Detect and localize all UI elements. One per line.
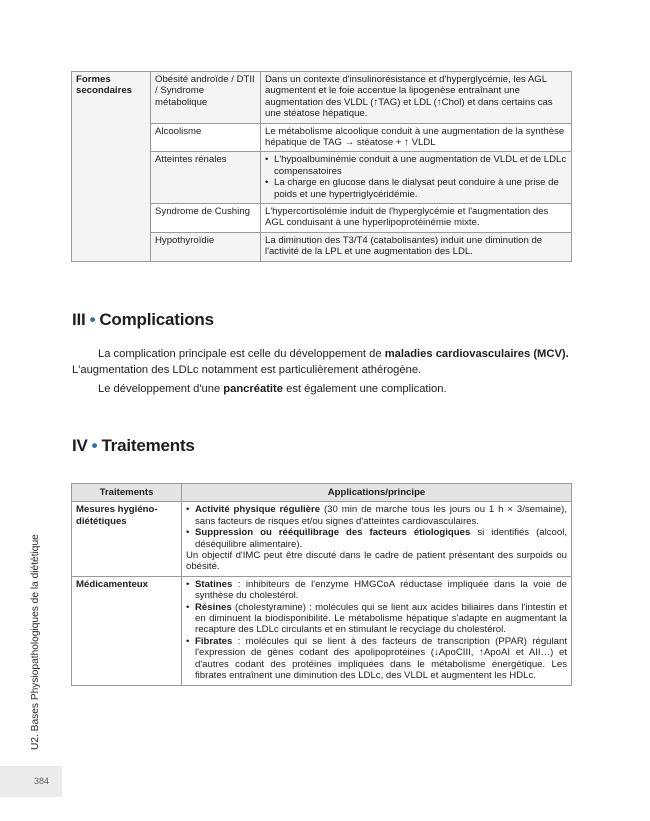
section-number: III xyxy=(72,310,86,329)
column-header: Traitements xyxy=(72,484,182,502)
bold-text: Statines xyxy=(195,578,233,590)
secondary-forms-table xyxy=(71,71,572,262)
description-cell xyxy=(261,152,572,204)
bold-text: Fibrates xyxy=(195,635,233,647)
list-item: • La charge en glucose dans le dialysat peut conduire à une prise de poids et une hypertriglycéridémie. xyxy=(265,177,567,200)
text-span: (30 min de marche tous les jours ou 1 h × 3/semaine), sans facteurs de risques et/ou signes d'atteintes cardiovasculaires. xyxy=(195,504,568,527)
text-span: Le développement d'une xyxy=(98,383,224,395)
cause-cell: Syndrome de Cushing xyxy=(151,204,261,233)
section-number: IV xyxy=(72,436,88,455)
cause-cell: Alcoolisme xyxy=(151,123,261,152)
bold-text: maladies cardiovasculaires (MCV). xyxy=(384,348,569,360)
principle-cell xyxy=(182,502,572,576)
page-number: 384 xyxy=(34,776,50,786)
bullet-dot: • xyxy=(89,310,96,329)
bullet-dot: • xyxy=(91,436,98,455)
text-span: (cholestyramine) : molécules qui se lient aux acides biliaires dans l'intestin et en diminuent la biodisponibilité. Le métabolisme hépatique s'adapte en augmentant la recapture des LDLc circulants et en stimulant le recyclage du cholestérol. xyxy=(195,601,567,636)
description-cell: Le métabolisme alcoolique conduit à une augmentation de la synthèse hépatique de TAG → stéatose + ↑ VLDL xyxy=(261,123,572,152)
chapter-sidebar-label: U2. Bases Physiopathologiques de la diététique xyxy=(30,534,41,750)
text-span: : molécules qui se lient à des facteurs de transcription (PPAR) régulant l'expression de gènes codant des apolipoprotéines (↓ApoCIII, ↑ApoAI et AII…) et d'autres codant des protéines impliquées dans le métabolisme énergétique. Les fibrates entraînent une diminution des LDLc, des VLDL et augmentent les HDLc. xyxy=(195,635,567,682)
complications-paragraph-1 xyxy=(72,346,574,378)
text-span: : inhibiteurs de l'enzyme HMGCoA réductase impliquée dans la voie de synthèse du cholestérol. xyxy=(195,578,567,602)
list-item xyxy=(186,527,567,550)
text-span: est également une complication. xyxy=(283,383,447,395)
bullet-list xyxy=(186,504,567,550)
cause-cell: Obésité androïde / DTII / Syndrome métabolique xyxy=(151,72,261,124)
text-span: si identifiés (alcool, déséquilibre alimentaire). xyxy=(195,527,568,550)
bullet-list xyxy=(186,579,567,682)
text-span: La complication principale est celle du développement de xyxy=(98,348,385,360)
bullet-list xyxy=(265,154,567,200)
list-item: • L'hypoalbuminémie conduit à une augmentation de VLDL et de LDLc compensatoires xyxy=(265,154,567,177)
list-item xyxy=(186,579,567,602)
section-title: Traitements xyxy=(101,436,195,455)
table-row xyxy=(72,502,572,576)
principle-cell xyxy=(182,576,572,685)
table-header-row xyxy=(72,484,572,502)
bold-text: Résines xyxy=(195,601,232,613)
list-item xyxy=(186,504,567,527)
section-title: Complications xyxy=(99,310,214,329)
list-item xyxy=(186,602,567,636)
description-cell: Dans un contexte d'insulinorésistance et d'hyperglycémie, les AGL augmentent et le foie accentue la lipogenèse entraînant une augmentation des VLDL (↑TAG) et LDL (↑Chol) et dans certains cas une stéatose hépatique. xyxy=(261,72,572,124)
table-row xyxy=(72,72,572,124)
cause-cell: Atteintes rénales xyxy=(151,152,261,204)
section-heading-complications xyxy=(72,310,214,330)
bold-text: Suppression ou rééquilibrage des facteurs étiologiques xyxy=(195,527,471,539)
category-cell: Formes secondaires xyxy=(72,72,151,262)
list-item xyxy=(186,636,567,682)
section-heading-treatments xyxy=(72,436,195,456)
complications-paragraph-2 xyxy=(72,381,574,397)
treatments-table xyxy=(71,483,572,686)
text-span: L'augmentation des LDLc notamment est particulièrement athérogène. xyxy=(72,364,422,376)
bold-text: pancréatite xyxy=(223,383,283,395)
description-cell: La diminution des T3/T4 (catabolisantes) induit une diminution de l'activité de la LPL et une augmentation des LDL. xyxy=(261,232,572,261)
cause-cell: Hypothyroïdie xyxy=(151,232,261,261)
note-text: Un objectif d'IMC peut être discuté dans le cadre de patient présentant des surpoids ou obésité. xyxy=(186,550,567,573)
treatment-cell: Mesures hygiéno-diététiques xyxy=(72,502,182,576)
page-number-box xyxy=(0,766,62,797)
treatment-cell: Médicamenteux xyxy=(72,576,182,685)
bold-text: Activité physique régulière xyxy=(195,504,321,516)
table-row xyxy=(72,576,572,685)
description-cell: L'hypercortisolémie induit de l'hyperglycémie et l'augmentation des AGL conduisant à une hyperlipoprotéinémie mixte. xyxy=(261,204,572,233)
column-header: Applications/principe xyxy=(182,484,572,502)
